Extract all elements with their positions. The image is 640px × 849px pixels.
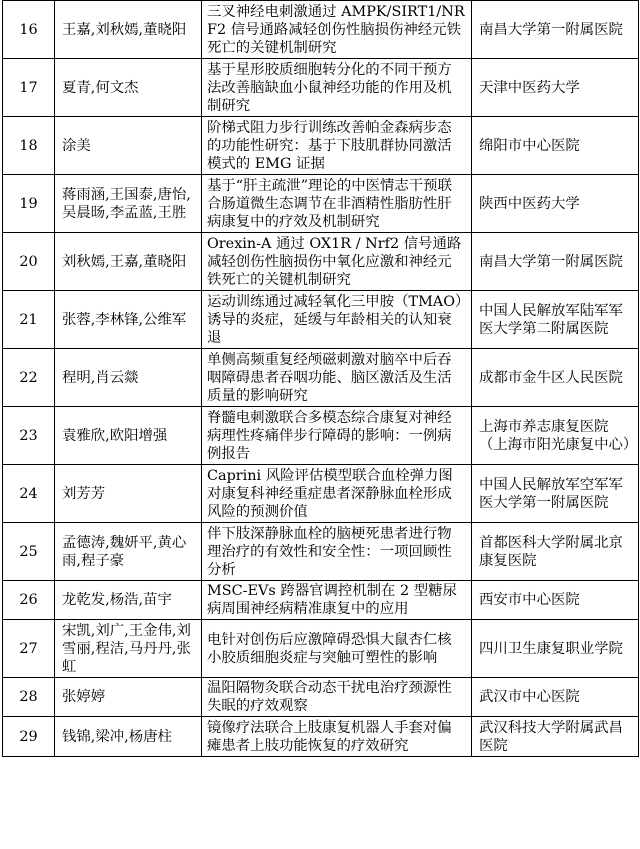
table-row bbox=[3, 407, 639, 465]
table-row bbox=[3, 175, 639, 233]
row-authors: 蒋雨涵,王国泰,唐怡,吴晨旸,李孟蓝,王胜 bbox=[55, 175, 202, 233]
row-authors: 王嘉,刘秋嫣,董晓阳 bbox=[55, 1, 202, 59]
row-organization: 成都市金牛区人民医院 bbox=[472, 349, 639, 407]
row-title: Orexin-A 通过 OX1R / Nrf2 信号通路减轻创伤性脑损伤中氧化应激和神经元铁死亡的关键机制研究 bbox=[202, 233, 472, 291]
row-title: 基于“肝主疏泄”理论的中医情志干预联合肠道微生态调节在非酒精性脂肪性肝病康复中的疗效及机制研究 bbox=[202, 175, 472, 233]
row-title: 运动训练通过减轻氧化三甲胺（TMAO）诱导的炎症，延缓与年龄相关的认知衰退 bbox=[202, 291, 472, 349]
row-organization: 四川卫生康复职业学院 bbox=[472, 620, 639, 678]
row-authors: 龙乾发,杨浩,苗宇 bbox=[55, 581, 202, 620]
table-row bbox=[3, 349, 639, 407]
row-number: 16 bbox=[3, 1, 55, 59]
row-title: Caprini 风险评估模型联合血栓弹力图对康复科神经重症患者深静脉血栓形成风险的预测价值 bbox=[202, 465, 472, 523]
row-authors: 宋凯,刘广,王金伟,刘雪丽,程洁,马丹丹,张虹 bbox=[55, 620, 202, 678]
table-row bbox=[3, 678, 639, 717]
table-row bbox=[3, 717, 639, 757]
row-title: 阶梯式阻力步行训练改善帕金森病步态的功能性研究：基于下肢肌群协同激活模式的 EMG 证据 bbox=[202, 117, 472, 175]
row-authors: 刘秋嫣,王嘉,董晓阳 bbox=[55, 233, 202, 291]
row-organization: 南昌大学第一附属医院 bbox=[472, 1, 639, 59]
row-authors: 程明,肖云燚 bbox=[55, 349, 202, 407]
row-title: 镜像疗法联合上肢康复机器人手套对偏瘫患者上肢功能恢复的疗效研究 bbox=[202, 717, 472, 757]
row-authors: 袁雅欣,欧阳增强 bbox=[55, 407, 202, 465]
row-number: 22 bbox=[3, 349, 55, 407]
row-organization: 天津中医药大学 bbox=[472, 59, 639, 117]
table-row bbox=[3, 59, 639, 117]
row-number: 21 bbox=[3, 291, 55, 349]
row-title: 脊髓电刺激联合多模态综合康复对神经病理性疼痛伴步行障碍的影响：一例病例报告 bbox=[202, 407, 472, 465]
row-organization: 中国人民解放军陆军军医大学第二附属医院 bbox=[472, 291, 639, 349]
row-title: MSC-EVs 跨器官调控机制在 2 型糖尿病周围神经病精准康复中的应用 bbox=[202, 581, 472, 620]
row-authors: 张婷婷 bbox=[55, 678, 202, 717]
row-number: 26 bbox=[3, 581, 55, 620]
table-row bbox=[3, 620, 639, 678]
row-authors: 涂美 bbox=[55, 117, 202, 175]
table-body bbox=[3, 1, 639, 757]
table-row bbox=[3, 233, 639, 291]
row-number: 17 bbox=[3, 59, 55, 117]
row-organization: 中国人民解放军空军军医大学第一附属医院 bbox=[472, 465, 639, 523]
row-organization: 上海市养志康复医院（上海市阳光康复中心） bbox=[472, 407, 639, 465]
row-title: 温阳隔物灸联合动态干扰电治疗颈源性失眠的疗效观察 bbox=[202, 678, 472, 717]
row-organization: 西安市中心医院 bbox=[472, 581, 639, 620]
row-number: 25 bbox=[3, 523, 55, 581]
row-title: 电针对创伤后应激障碍恐惧大鼠杏仁核小胶质细胞炎症与突触可塑性的影响 bbox=[202, 620, 472, 678]
project-table bbox=[2, 0, 639, 757]
table-row bbox=[3, 581, 639, 620]
row-authors: 夏青,何文杰 bbox=[55, 59, 202, 117]
row-title: 三叉神经电刺激通过 AMPK/SIRT1/NRF2 信号通路减轻创伤性脑损伤神经元铁死亡的关键机制研究 bbox=[202, 1, 472, 59]
row-number: 20 bbox=[3, 233, 55, 291]
row-organization: 武汉科技大学附属武昌医院 bbox=[472, 717, 639, 757]
row-number: 19 bbox=[3, 175, 55, 233]
table-row bbox=[3, 465, 639, 523]
table-row bbox=[3, 117, 639, 175]
row-title: 基于星形胶质细胞转分化的不同干预方法改善脑缺血小鼠神经功能的作用及机制研究 bbox=[202, 59, 472, 117]
row-number: 27 bbox=[3, 620, 55, 678]
row-authors: 钱锦,梁冲,杨唐柱 bbox=[55, 717, 202, 757]
row-number: 18 bbox=[3, 117, 55, 175]
row-organization: 首都医科大学附属北京康复医院 bbox=[472, 523, 639, 581]
row-authors: 孟德涛,魏妍平,黄心雨,程子豪 bbox=[55, 523, 202, 581]
table-row bbox=[3, 291, 639, 349]
row-title: 单侧高频重复经颅磁刺激对脑卒中后吞咽障碍患者吞咽功能、脑区激活及生活质量的影响研究 bbox=[202, 349, 472, 407]
row-title: 伴下肢深静脉血栓的脑梗死患者进行物理治疗的有效性和安全性：一项回顾性分析 bbox=[202, 523, 472, 581]
row-authors: 刘芳芳 bbox=[55, 465, 202, 523]
row-organization: 绵阳市中心医院 bbox=[472, 117, 639, 175]
row-authors: 张蓉,李林锋,公维军 bbox=[55, 291, 202, 349]
table-row bbox=[3, 1, 639, 59]
row-organization: 武汉市中心医院 bbox=[472, 678, 639, 717]
row-number: 24 bbox=[3, 465, 55, 523]
row-organization: 南昌大学第一附属医院 bbox=[472, 233, 639, 291]
row-organization: 陕西中医药大学 bbox=[472, 175, 639, 233]
row-number: 23 bbox=[3, 407, 55, 465]
table-row bbox=[3, 523, 639, 581]
row-number: 28 bbox=[3, 678, 55, 717]
row-number: 29 bbox=[3, 717, 55, 757]
